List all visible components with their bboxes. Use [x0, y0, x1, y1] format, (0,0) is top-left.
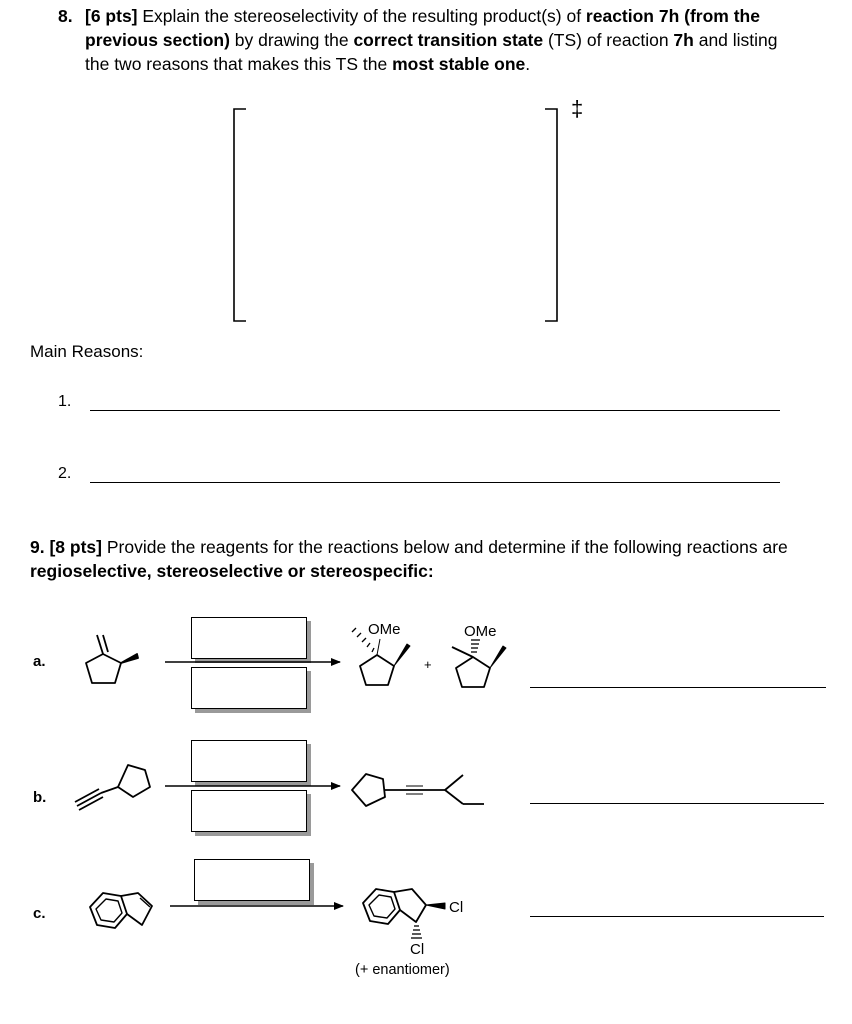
part-a-product-2-structure	[452, 640, 506, 687]
q8-bold-4: most stable one	[392, 54, 526, 74]
part-a-product-2-ome-label: OMe	[464, 623, 497, 640]
part-b-reactant-structure	[75, 765, 150, 810]
question-9-points: [8 pts]	[49, 537, 102, 557]
q8-text-3: (TS) of reaction	[543, 30, 674, 50]
part-c-product-structure	[363, 889, 445, 938]
part-c-product-cl-bottom-label: Cl	[410, 941, 425, 958]
reason-1-number: 1.	[58, 393, 72, 410]
question-8-points: [6 pts]	[85, 6, 138, 26]
part-c-label: c.	[33, 905, 46, 922]
part-b-product-structure	[352, 774, 484, 806]
part-c-reactant-structure	[90, 893, 152, 928]
part-c-enantiomer-note: (+ enantiomer)	[355, 962, 450, 978]
q8-bold-1: reaction 7h (from the previous section)	[85, 6, 760, 50]
q8-text-5: .	[525, 54, 531, 74]
part-a-plus-sign: +	[424, 657, 432, 672]
q9-text-1: Provide the reagents for the reactions below and determine if the following reactions are	[101, 537, 788, 557]
part-b-label: b.	[33, 789, 47, 806]
q8-text-1: Explain the stereoselectivity of the resulting product(s) of	[137, 6, 586, 26]
q8-text-4: and listing the two reasons that makes this TS the	[85, 30, 778, 74]
q8-bold-2: correct transition state	[353, 30, 544, 50]
part-a-product-1-ome-label: OMe	[368, 621, 401, 638]
reason-2-number: 2.	[58, 465, 72, 482]
q8-text-2: by drawing the	[229, 30, 354, 50]
question-9-number: 9.	[30, 537, 45, 557]
part-c-product-cl-right-label: Cl	[449, 899, 464, 916]
part-a-reactant-structure	[86, 635, 138, 683]
part-a-label: a.	[33, 653, 46, 670]
main-reasons-label: Main Reasons:	[30, 342, 144, 361]
double-dagger-symbol: ‡	[571, 96, 584, 121]
question-8-number: 8.	[58, 6, 73, 26]
q8-bold-3: 7h	[673, 30, 694, 50]
q9-bold-1: regioselective, stereoselective or stereospecific:	[30, 561, 434, 581]
